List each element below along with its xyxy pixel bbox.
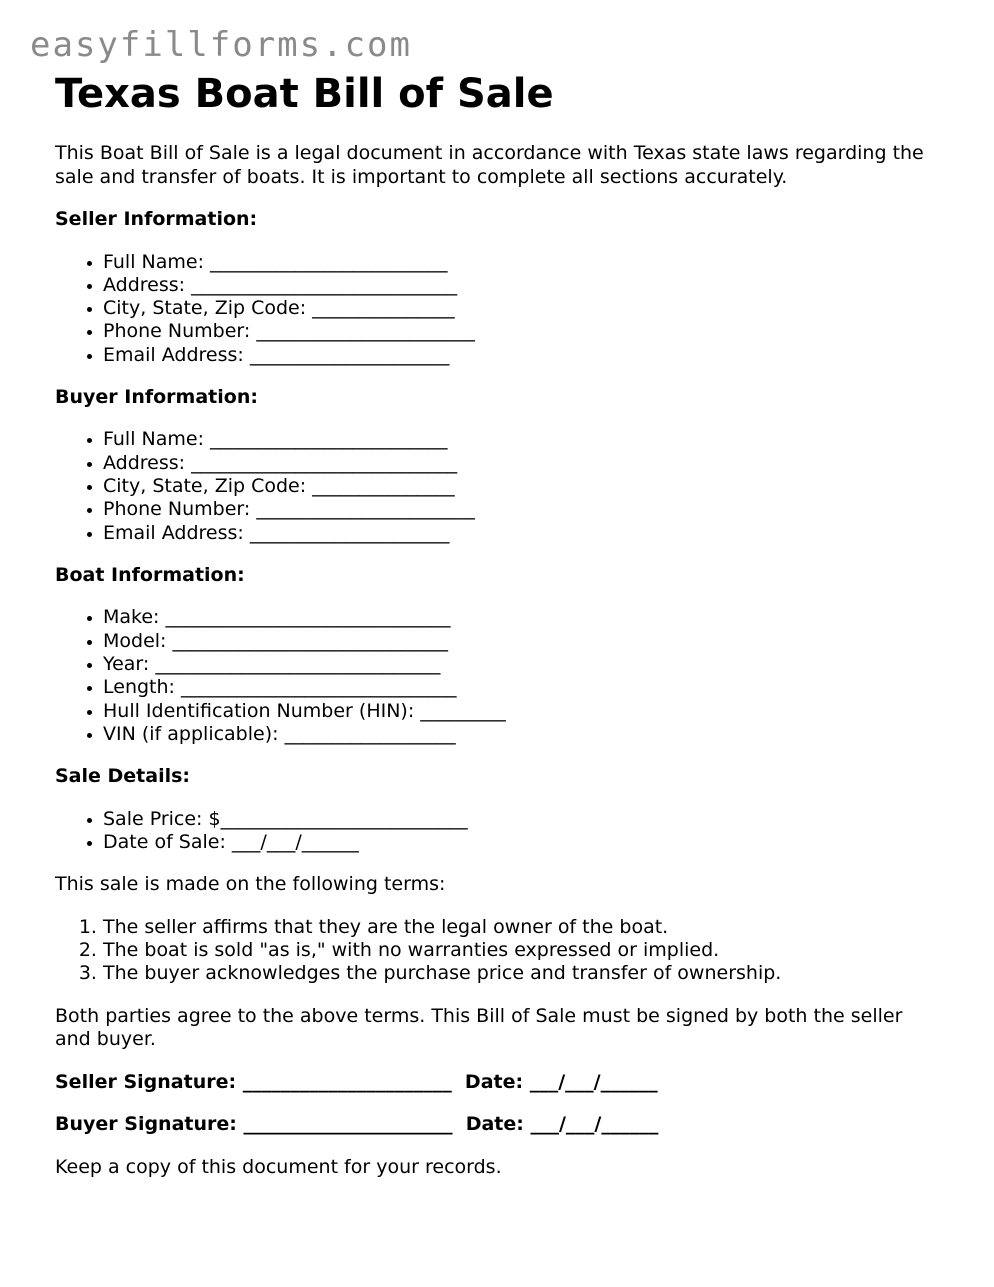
seller-signature-line[interactable] (55, 1071, 935, 1095)
buyer-section-heading: Buyer Information: (55, 385, 258, 408)
footer-note: Keep a copy of this document for your records. (55, 1155, 502, 1178)
buyer-signature-text: Buyer Signature: ______________________ Date: ___/___/______ (55, 1113, 659, 1136)
sale-fields-list (55, 808, 935, 855)
boat-hin-field[interactable]: • Hull Identification Number (HIN): _________ (103, 700, 935, 723)
terms-list (55, 916, 935, 986)
sale-date-field[interactable]: • Date of Sale: ___/___/______ (103, 831, 935, 854)
term-item: 1. The seller affirms that they are the legal owner of the boat. (103, 916, 935, 939)
buyer-fields-list (55, 428, 935, 544)
seller-phone-field[interactable]: • Phone Number: _______________________ (103, 320, 935, 343)
boat-model-field[interactable]: • Model: _____________________________ (103, 630, 935, 653)
seller-signature-text: Seller Signature: ______________________ Date: ___/___/______ (55, 1070, 658, 1093)
boat-section-heading: Boat Information: (55, 563, 245, 586)
document-title: Texas Boat Bill of Sale (55, 71, 554, 117)
watermark-logo: easyfillforms.com (30, 25, 412, 65)
buyer-city-state-zip-field[interactable]: • City, State, Zip Code: _______________ (103, 475, 935, 498)
seller-address-field[interactable]: • Address: ____________________________ (103, 274, 935, 297)
seller-email-field[interactable]: • Email Address: _____________________ (103, 344, 935, 367)
buyer-full-name-field[interactable]: • Full Name: _________________________ (103, 428, 935, 451)
terms-intro: This sale is made on the following terms: (55, 873, 446, 896)
intro-paragraph: This Boat Bill of Sale is a legal document in accordance with Texas state laws regarding the sale and transfer of boats. It is important to complete all sections accurately. (55, 142, 924, 188)
term-item: 3. The buyer acknowledges the purchase price and transfer of ownership. (103, 962, 935, 985)
buyer-signature-line[interactable] (55, 1113, 935, 1137)
seller-city-state-zip-field[interactable]: • City, State, Zip Code: _______________ (103, 297, 935, 320)
boat-length-field[interactable]: • Length: _____________________________ (103, 676, 935, 699)
buyer-phone-field[interactable]: • Phone Number: _______________________ (103, 498, 935, 521)
seller-section-heading: Seller Information: (55, 208, 258, 230)
boat-fields-list (55, 606, 935, 746)
seller-fields-list (55, 251, 935, 367)
boat-vin-field[interactable]: • VIN (if applicable): __________________ (103, 723, 935, 746)
sale-section-heading: Sale Details: (55, 765, 191, 788)
boat-year-field[interactable]: • Year: ______________________________ (103, 653, 935, 676)
document-body (55, 70, 935, 1179)
term-item: 2. The boat is sold "as is," with no warranties expressed or implied. (103, 939, 935, 962)
buyer-email-field[interactable]: • Email Address: _____________________ (103, 522, 935, 545)
seller-full-name-field[interactable]: • Full Name: _________________________ (103, 251, 935, 274)
buyer-address-field[interactable]: • Address: ____________________________ (103, 452, 935, 475)
boat-make-field[interactable]: • Make: ______________________________ (103, 606, 935, 629)
sale-price-field[interactable]: • Sale Price: $__________________________ (103, 808, 935, 831)
agreement-paragraph: Both parties agree to the above terms. This Bill of Sale must be signed by both the seller and buyer. (55, 1004, 903, 1051)
